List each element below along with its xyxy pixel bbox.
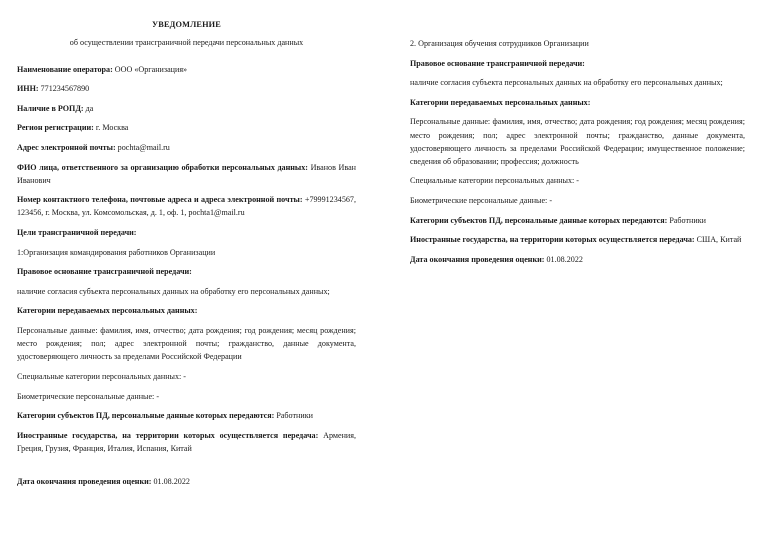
field-ropd-value: да bbox=[83, 103, 94, 113]
field-ropd bbox=[17, 95, 356, 115]
field-contacts bbox=[17, 187, 356, 220]
field-subjects-label-2: Категории субъектов ПД, персональные данные которых передаются: bbox=[410, 215, 668, 225]
field-purposes-label bbox=[17, 220, 356, 240]
field-legal-basis-value: наличие согласия субъекта персональных данных на обработку его персональных данных; bbox=[17, 286, 330, 296]
purpose-item-2: 2. Организация обучения сотрудников Организации bbox=[410, 39, 589, 48]
field-region bbox=[17, 115, 356, 135]
field-legal-basis-label-text: Правовое основание трансграничной передачи: bbox=[17, 267, 192, 277]
document-page-2 bbox=[374, 0, 780, 547]
field-biometric-data-2: Биометрические персональные данные: - bbox=[410, 195, 553, 205]
page-1-body bbox=[17, 18, 356, 488]
field-categories-value: Персональные данные: фамилия, имя, отчество; дата рождения; год рождения; месяц рождения; место рождения; пол; адрес электронной почты; гражданство, данные документа, удостоверяющего личность за пределами Российской Федерации bbox=[17, 326, 356, 362]
field-operator-name-value: ООО «Организация» bbox=[112, 64, 188, 74]
field-end-date-2 bbox=[410, 246, 745, 266]
field-email-label: Адрес электронной почты: bbox=[17, 142, 116, 152]
field-end-date bbox=[17, 455, 356, 488]
field-responsible-person-label: ФИО лица, ответственного за организацию обработки персональных данных: bbox=[17, 162, 308, 172]
field-categories-value-2: Персональные данные: фамилия, имя, отчество; дата рождения; год рождения; месяц рождения; место рождения; пол; адрес электронной почты; гражданство, данные документа, удостоверяющего личность за пределами Российской Федерации; имущественное положение; сведения об образовании; профессия; должность bbox=[410, 117, 745, 166]
field-end-date-value: 01.08.2022 bbox=[151, 476, 190, 486]
field-countries-label: Иностранные государства, на территории которых осуществляется передача: bbox=[17, 430, 319, 440]
field-special-categories-2: Специальные категории персональных данных: - bbox=[410, 176, 579, 186]
field-region-value: г. Москва bbox=[93, 123, 129, 133]
field-email bbox=[17, 134, 356, 154]
field-inn-value: 771234567890 bbox=[38, 84, 90, 94]
field-ropd-label: Наличие в РОПД: bbox=[17, 103, 84, 113]
field-inn-label: ИНН: bbox=[17, 84, 39, 94]
field-legal-basis-label bbox=[17, 259, 356, 279]
field-countries-2 bbox=[410, 227, 745, 247]
page-2-body bbox=[410, 13, 745, 266]
field-subjects-value: Работники bbox=[274, 411, 313, 421]
field-responsible-person-value: Иванов Иван Иванович bbox=[17, 162, 356, 185]
field-special-categories: Специальные категории персональных данных: - bbox=[17, 371, 186, 381]
field-end-date-value-2: 01.08.2022 bbox=[544, 254, 583, 264]
field-end-date-label-2: Дата окончания проведения оценки: bbox=[410, 254, 545, 264]
field-biometric-data: Биометрические персональные данные: - bbox=[17, 391, 160, 401]
field-purposes-label-text: Цели трансграничной передачи: bbox=[17, 228, 137, 238]
field-subjects-2 bbox=[410, 207, 745, 227]
field-countries-value: Армения, Греция, Грузия, Франция, Италия, Испания, Китай bbox=[17, 430, 357, 453]
document-title: УВЕДОМЛЕНИЕ bbox=[152, 20, 221, 29]
field-legal-basis-label-2 bbox=[410, 50, 745, 70]
field-categories-label-text: Категории передаваемых персональных данных: bbox=[17, 306, 198, 316]
field-legal-basis-value-2: наличие согласия субъекта персональных данных на обработку его персональных данных; bbox=[410, 78, 723, 88]
field-subjects-value-2: Работники bbox=[667, 215, 706, 225]
field-responsible-person bbox=[17, 154, 356, 187]
field-contacts-label: Номер контактного телефона, почтовые адреса и адреса электронной почты: bbox=[17, 195, 303, 205]
field-email-value: pochta@mail.ru bbox=[115, 142, 170, 152]
field-operator-name-label: Наименование оператора: bbox=[17, 64, 113, 74]
field-countries-label-2: Иностранные государства, на территории которых осуществляется передача: bbox=[410, 235, 695, 245]
purpose-item-1: 1:Организация командирования работников Организации bbox=[17, 247, 216, 257]
field-contacts-value: +79991234567, 123456, г. Москва, ул. Комсомольская, д. 1, оф. 1, pochta1@mail.ru bbox=[17, 195, 356, 218]
document-page-1 bbox=[0, 0, 374, 547]
field-legal-basis-label-text-2: Правовое основание трансграничной передачи: bbox=[410, 58, 585, 68]
field-categories-label-2 bbox=[410, 89, 745, 109]
field-end-date-label: Дата окончания проведения оценки: bbox=[17, 476, 152, 486]
field-region-label: Регион регистрации: bbox=[17, 123, 94, 133]
field-operator-name bbox=[17, 50, 356, 76]
field-inn bbox=[17, 76, 356, 96]
field-countries-value-2: США, Китай bbox=[694, 235, 742, 245]
field-subjects-label: Категории субъектов ПД, персональные данные которых передаются: bbox=[17, 411, 275, 421]
field-categories-label bbox=[17, 298, 356, 318]
field-countries bbox=[17, 422, 356, 455]
field-subjects bbox=[17, 403, 356, 423]
document-subtitle: об осуществлении трансграничной передачи персональных данных bbox=[69, 38, 304, 48]
field-categories-label-text-2: Категории передаваемых персональных данных: bbox=[410, 97, 591, 107]
